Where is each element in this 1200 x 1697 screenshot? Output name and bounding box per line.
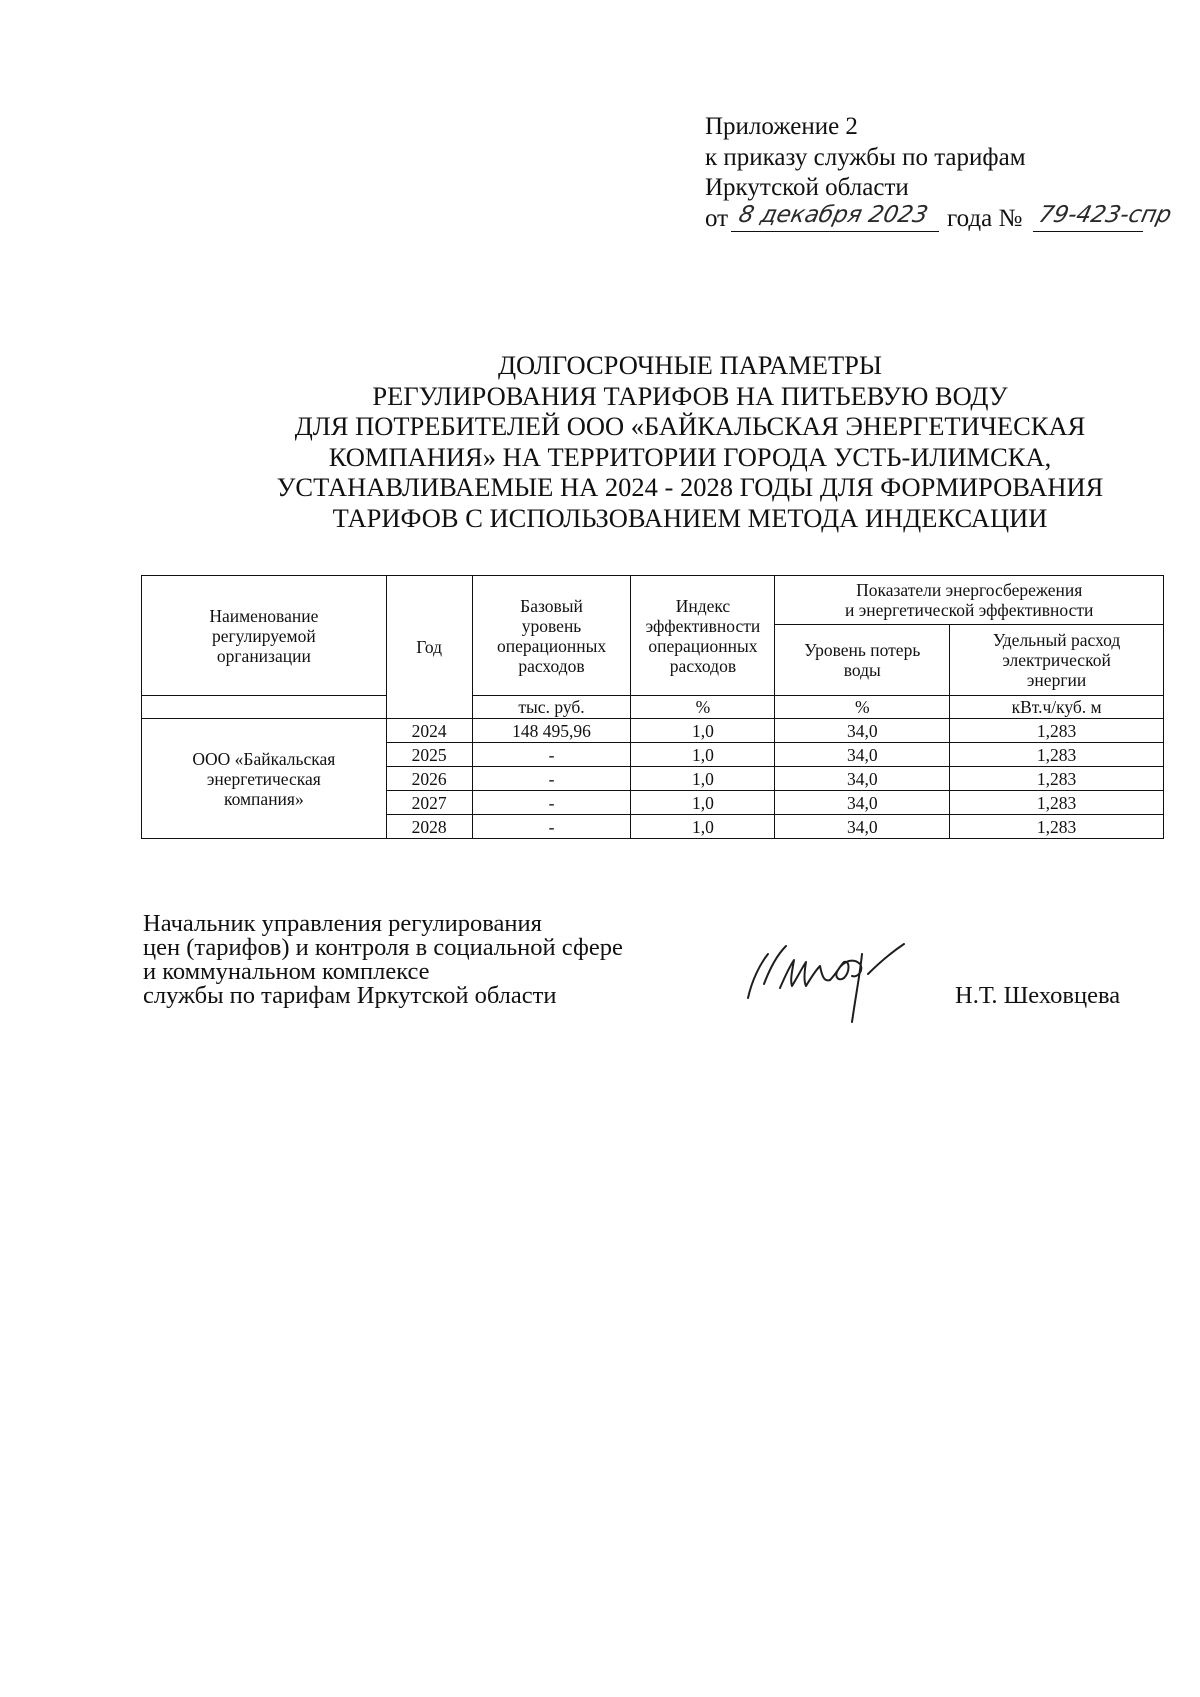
from-label: от [705,204,729,232]
header-power-consumption: Удельный расход электрической энергии [950,625,1164,696]
header-year: Год [386,576,472,719]
cell-power: 1,283 [950,719,1164,743]
cell-power: 1,283 [950,767,1164,791]
unit-base: тыс. руб. [472,696,631,719]
title-line: УСТАНАВЛИВАЕМЫЕ НА 2024 - 2028 ГОДЫ ДЛЯ ФОРМИРОВАНИЯ [276,472,1104,502]
title-line: КОМПАНИЯ» НА ТЕРРИТОРИИ ГОРОДА УСТЬ-ИЛИМСКА, [328,441,1052,472]
cell-base: - [472,815,631,839]
signer-position-line: Начальник управления регулирования [143,910,542,937]
cell-year: 2028 [386,815,472,839]
handwritten-date: 8 декабря 2023 [736,201,931,228]
cell-index: 1,0 [631,719,775,743]
unit-power: кВт.ч/куб. м [950,696,1164,719]
signer-name: Н.Т. Шеховцева [955,982,1121,1009]
cell-year: 2027 [386,791,472,815]
appendix-title: Приложение 2 [705,113,858,140]
header-efficiency-index: Индекс эффективности операционных расходов [631,576,775,696]
header-energy-indicators: Показатели энергосбережения и энергетической эффективности [775,576,1164,625]
parameters-table [141,575,1164,839]
table-units-row [142,696,1164,719]
title-line: ДЛЯ ПОТРЕБИТЕЛЕЙ ООО «БАЙКАЛЬСКАЯ ЭНЕРГЕТИЧЕСКАЯ [294,411,1086,441]
table-header-row [142,576,1164,625]
cell-index: 1,0 [631,815,775,839]
cell-base: - [472,767,631,791]
title-line: РЕГУЛИРОВАНИЯ ТАРИФОВ НА ПИТЬЕВУЮ ВОДУ [372,380,1008,411]
number-blank-line [1033,231,1143,232]
cell-index: 1,0 [631,743,775,767]
cell-power: 1,283 [950,743,1164,767]
cell-index: 1,0 [631,791,775,815]
header-water-loss: Уровень потерь воды [775,625,950,696]
cell-loss: 34,0 [775,815,950,839]
year-label: года № [947,204,1023,232]
appendix-authority: Иркутской области [705,174,909,201]
cell-base: - [472,743,631,767]
cell-index: 1,0 [631,767,775,791]
signer-position-line: цен (тарифов) и контроля в социальной сфере [143,934,623,961]
cell-loss: 34,0 [775,791,950,815]
table-row [142,719,1164,743]
unit-index: % [631,696,775,719]
title-line: ДОЛГОСРОЧНЫЕ ПАРАМЕТРЫ [497,350,883,380]
cell-loss: 34,0 [775,743,950,767]
cell-year: 2025 [386,743,472,767]
order-date-line [705,201,1174,234]
handwritten-order-number: 79-423-спр [1036,201,1174,228]
cell-power: 1,283 [950,791,1164,815]
cell-base: - [472,791,631,815]
handwritten-signature [740,930,940,1025]
title-line: ТАРИФОВ С ИСПОЛЬЗОВАНИЕМ МЕТОДА ИНДЕКСАЦИИ [332,502,1048,533]
header-organization: Наименование регулируемой организации [142,576,387,696]
signer-position-line: службы по тарифам Иркутской области [143,982,557,1009]
header-base-level: Базовый уровень операционных расходов [472,576,631,696]
signer-position-line: и коммунальном комплексе [143,958,430,985]
signer-position [143,912,623,1008]
unit-organization-empty [142,696,387,719]
cell-loss: 34,0 [775,767,950,791]
document-title [230,350,1150,533]
appendix-block [705,112,1174,234]
date-blank-line [731,231,939,232]
cell-year: 2026 [386,767,472,791]
cell-base: 148 495,96 [472,719,631,743]
unit-loss: % [775,696,950,719]
organization-name: ООО «Байкальская энергетическая компания» [142,719,387,839]
cell-loss: 34,0 [775,719,950,743]
appendix-order-ref: к приказу службы по тарифам [705,143,1026,171]
cell-power: 1,283 [950,815,1164,839]
cell-year: 2024 [386,719,472,743]
